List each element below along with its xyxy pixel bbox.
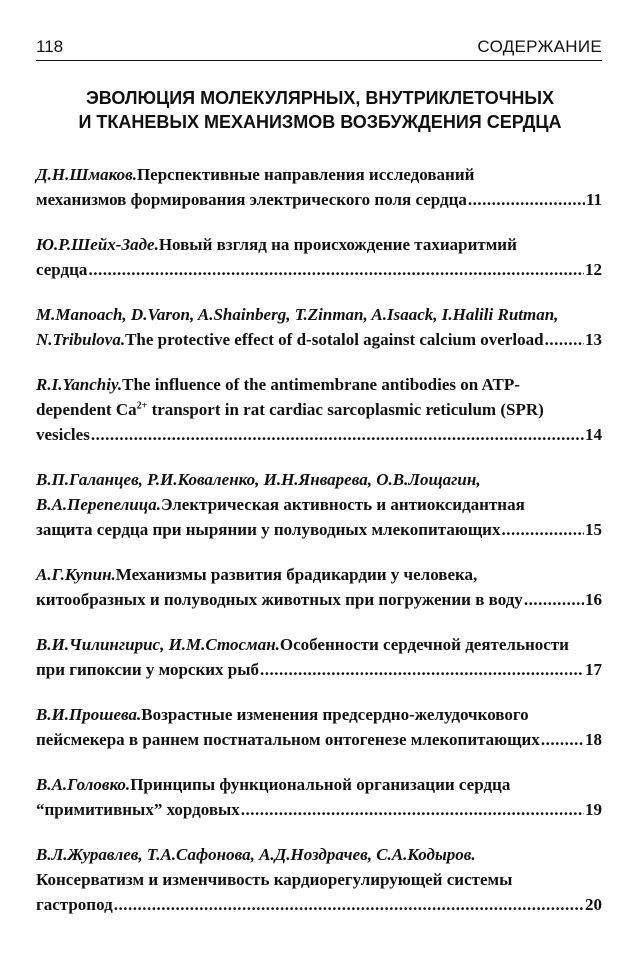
entry-title: Особенности сердечной деятельности — [279, 635, 569, 654]
toc-entry[interactable] — [36, 302, 602, 352]
entry-title: сердца — [36, 260, 88, 279]
entry-title: Механизмы развития брадикардии у человека, — [115, 565, 478, 584]
entry-authors: В.А.Головко. — [36, 775, 131, 794]
entry-title-part: transport in rat cardiac sarcoplasmic reticulum (SPR) — [147, 400, 544, 419]
page-number: 118 — [36, 37, 64, 56]
section-title-line-2: И ТКАНЕВЫХ МЕХАНИЗМОВ ВОЗБУЖДЕНИЯ СЕРДЦА — [78, 112, 562, 132]
entry-title: защита сердца при нырянии у полуводных млекопитающих — [36, 520, 501, 539]
entry-page-number: 18 — [585, 730, 602, 749]
entry-page-number: 14 — [585, 425, 602, 444]
toc-entry[interactable] — [36, 232, 602, 282]
dot-leader — [468, 187, 585, 212]
dot-leader — [260, 657, 584, 682]
dot-leader — [541, 727, 584, 752]
dot-leader — [524, 587, 584, 612]
entry-authors: В.И.Чилингирис, И.М.Стосман. — [36, 635, 280, 654]
entry-title: “примитивных” хордовых — [36, 800, 240, 819]
entry-page-number: 11 — [585, 190, 602, 209]
entry-authors: M.Manoach, D.Varon, A.Shainberg, T.Zinman, A.Isaack, I.Halili Rutman, — [36, 305, 559, 324]
toc-entry[interactable] — [36, 372, 602, 447]
entry-authors: Д.Н.Шмаков. — [36, 165, 137, 184]
entry-title: при гипоксии у морских рыб — [36, 660, 260, 679]
entry-title: Электрическая активность и антиоксидантная — [160, 495, 525, 514]
section-title-line-1: ЭВОЛЮЦИЯ МОЛЕКУЛЯРНЫХ, ВНУТРИКЛЕТОЧНЫХ — [85, 88, 555, 108]
toc-entry[interactable] — [36, 162, 602, 212]
entry-title: vesicles — [36, 425, 90, 444]
entry-authors: N.Tribulova. — [36, 330, 126, 349]
toc-entry[interactable] — [36, 702, 602, 752]
toc-entry[interactable] — [36, 632, 602, 682]
toc-entry[interactable] — [36, 562, 602, 612]
entry-authors: Ю.Р.Шейх-Заде. — [36, 235, 159, 254]
toc-entry[interactable] — [36, 842, 602, 917]
running-head — [36, 36, 602, 61]
entry-page-number: 12 — [585, 260, 602, 279]
entry-title: Принципы функциональной организации сердца — [130, 775, 511, 794]
entry-authors: А.Г.Купин. — [36, 565, 116, 584]
toc-entry[interactable] — [36, 467, 602, 542]
entry-title: Возрастные изменения предсердно-желудочкового — [141, 705, 529, 724]
entry-authors: В.Л.Журавлев, Т.А.Сафонова, А.Д.Ноздрачев, С.А.Кодыров. — [36, 845, 476, 864]
entry-page-number: 19 — [585, 800, 602, 819]
entry-title: The influence of the antimembrane antibodies on ATP- — [122, 375, 520, 394]
entry-title: Консерватизм и изменчивость кардиорегулирующей системы — [36, 870, 513, 889]
toc-entry[interactable] — [36, 772, 602, 822]
entry-page-number: 20 — [585, 895, 602, 914]
entry-authors: В.А.Перепелица. — [36, 495, 161, 514]
entry-title: гастропод — [36, 895, 113, 914]
entry-title: Новый взгляд на происхождение тахиаритмий — [158, 235, 517, 254]
entry-title: пейсмекера в раннем постнатальном онтогенезе млекопитающих — [36, 730, 540, 749]
dot-leader — [501, 517, 584, 542]
entry-page-number: 16 — [585, 590, 602, 609]
toc-entries — [36, 162, 602, 937]
entry-page-number: 17 — [585, 660, 602, 679]
entry-title — [36, 397, 544, 422]
entry-title-part: dependent Ca — [36, 400, 137, 419]
entry-authors: В.П.Галанцев, Р.И.Коваленко, И.Н.Январева, О.В.Лощагин, — [36, 470, 481, 489]
section-title — [60, 86, 580, 134]
dot-leader — [114, 892, 584, 917]
entry-title: The protective effect of d-sotalol against calcium overload — [125, 330, 544, 349]
entry-page-number: 13 — [585, 330, 602, 349]
dot-leader — [545, 327, 584, 352]
dot-leader — [241, 797, 584, 822]
entry-page-number: 15 — [585, 520, 602, 539]
dot-leader — [91, 422, 584, 447]
entry-authors: В.И.Прошева. — [36, 705, 142, 724]
entry-authors: R.I.Yanchiy. — [36, 375, 123, 394]
superscript: 2+ — [136, 400, 148, 412]
entry-title: Перспективные направления исследований — [136, 165, 475, 184]
dot-leader — [88, 257, 584, 282]
section-name: СОДЕРЖАНИЕ — [477, 37, 602, 56]
entry-title: механизмов формирования электрического поля сердца — [36, 190, 467, 209]
entry-title: китообразных и полуводных животных при погружении в воду — [36, 590, 523, 609]
